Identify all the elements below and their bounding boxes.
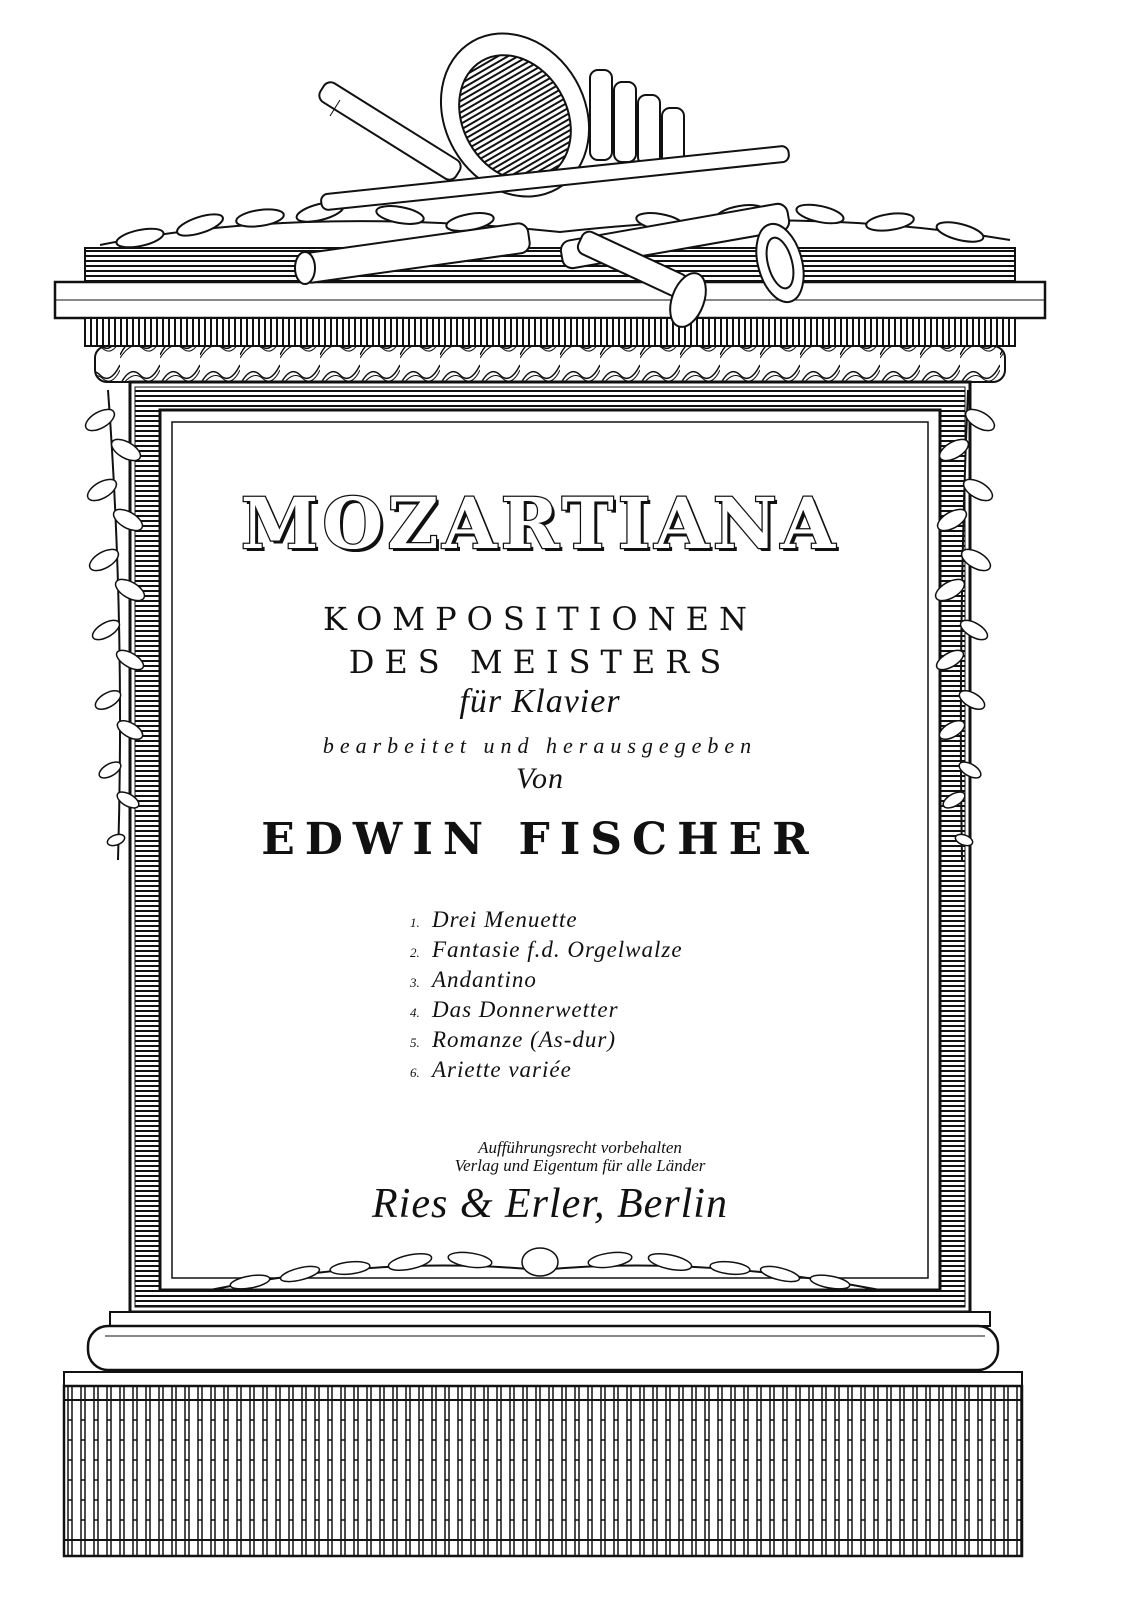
- base-plinth: [64, 1312, 1022, 1556]
- arranged-line: bearbeitet und herausgegeben: [322, 733, 758, 758]
- contents-title: Das Donnerwetter: [432, 997, 619, 1022]
- upper-cornice: [55, 248, 1045, 382]
- contents-item: [410, 995, 830, 1025]
- title: MOZARTIANA: [240, 482, 840, 565]
- contents-number: 3.: [410, 975, 420, 990]
- contents-title: Ariette variée: [432, 1057, 572, 1082]
- performance-rights: Aufführungsrecht vorbehalten: [478, 1138, 682, 1157]
- contents-title: Drei Menuette: [432, 907, 578, 932]
- by-line: Von: [516, 762, 564, 795]
- contents-title: Fantasie f.d. Orgelwalze: [432, 937, 683, 962]
- contents-number: 1.: [410, 915, 420, 930]
- laurel-spray-icon: [100, 198, 1010, 250]
- contents-number: 6.: [410, 1065, 420, 1080]
- subtitle-line-1: KOMPOSITIONEN: [323, 600, 757, 638]
- contents-item: [410, 935, 830, 965]
- contents-item: [410, 905, 830, 935]
- contents-number: 5.: [410, 1035, 420, 1050]
- contents-item: [410, 1025, 830, 1055]
- contents-item: [410, 1055, 830, 1085]
- instrument-line: für Klavier: [459, 683, 621, 720]
- contents-number: 4.: [410, 1005, 420, 1020]
- editor-name: EDWIN FISCHER: [261, 814, 819, 865]
- subtitle-line-2: DES MEISTERS: [348, 643, 732, 681]
- publisher-rights: Verlag und Eigentum für alle Länder: [454, 1156, 706, 1175]
- contents-item: [410, 965, 830, 995]
- contents-title: Andantino: [432, 967, 537, 992]
- contents-list: [410, 905, 830, 1085]
- publisher-name: Ries & Erler, Berlin: [372, 1181, 728, 1227]
- contents-number: 2.: [410, 945, 420, 960]
- panpipes-icon: [590, 70, 684, 168]
- contents-title: Romanze (As-dur): [432, 1027, 616, 1052]
